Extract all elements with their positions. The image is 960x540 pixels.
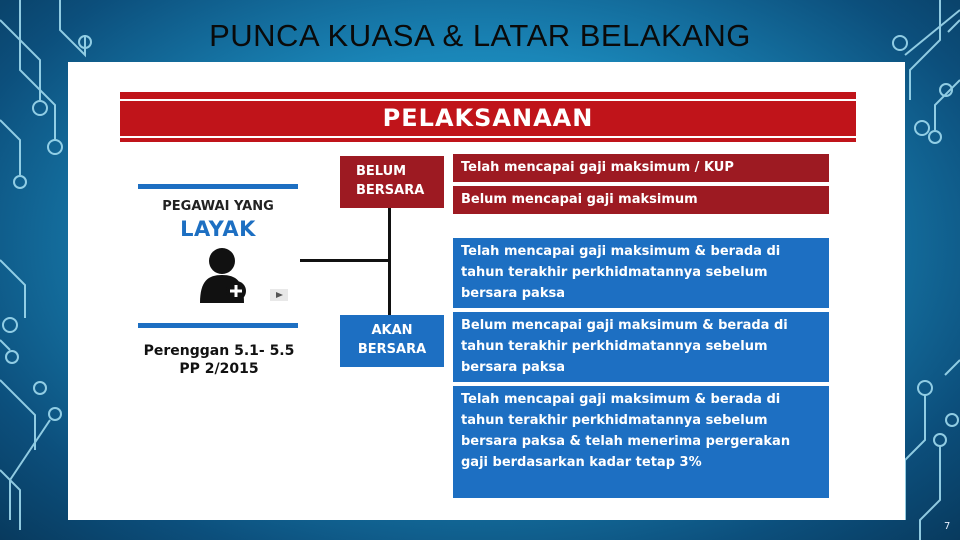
reference-line-2: PP 2/2015: [179, 361, 259, 377]
reference-line-1: Perenggan 5.1- 5.5: [143, 343, 295, 359]
belum-line-2: BERSARA: [356, 183, 425, 198]
belum-bersara-box: [340, 156, 444, 208]
play-button-icon: [270, 289, 288, 301]
belum-line-1: BELUM: [356, 164, 407, 179]
condition-item-4: Belum mencapai gaji maksimum & berada di tahun terakhir perkhidmatannya sebelum bersara paksa: [453, 312, 829, 382]
connector-horizontal: [300, 259, 390, 262]
person-add-icon: [196, 245, 252, 305]
condition-item-2: Belum mencapai gaji maksimum: [453, 186, 829, 214]
connector-vertical: [388, 208, 391, 316]
akan-line-2: BERSARA: [357, 342, 427, 357]
reference-text: [130, 342, 308, 378]
card-line-1: PEGAWAI YANG: [162, 199, 274, 214]
condition-item-3: Telah mencapai gaji maksimum & berada di tahun terakhir perkhidmatannya sebelum bersara paksa: [453, 238, 829, 308]
eligible-officer-card: [138, 184, 298, 328]
slide-title: PUNCA KUASA & LATAR BELAKANG: [209, 18, 751, 53]
pelaksanaan-banner: [120, 92, 856, 142]
pelaksanaan-label: PELAKSANAAN: [382, 104, 594, 132]
page-number: 7: [944, 521, 951, 532]
card-line-2: LAYAK: [180, 217, 256, 241]
akan-bersara-box: [340, 315, 444, 367]
content-panel: [68, 62, 905, 520]
akan-line-1: AKAN: [371, 323, 413, 338]
condition-item-5: Telah mencapai gaji maksimum & berada di tahun terakhir perkhidmatannya sebelum bersara paksa & telah menerima pergerakan gaji berdasarkan kadar tetap 3%: [453, 386, 829, 498]
condition-item-1: Telah mencapai gaji maksimum / KUP: [453, 154, 829, 182]
